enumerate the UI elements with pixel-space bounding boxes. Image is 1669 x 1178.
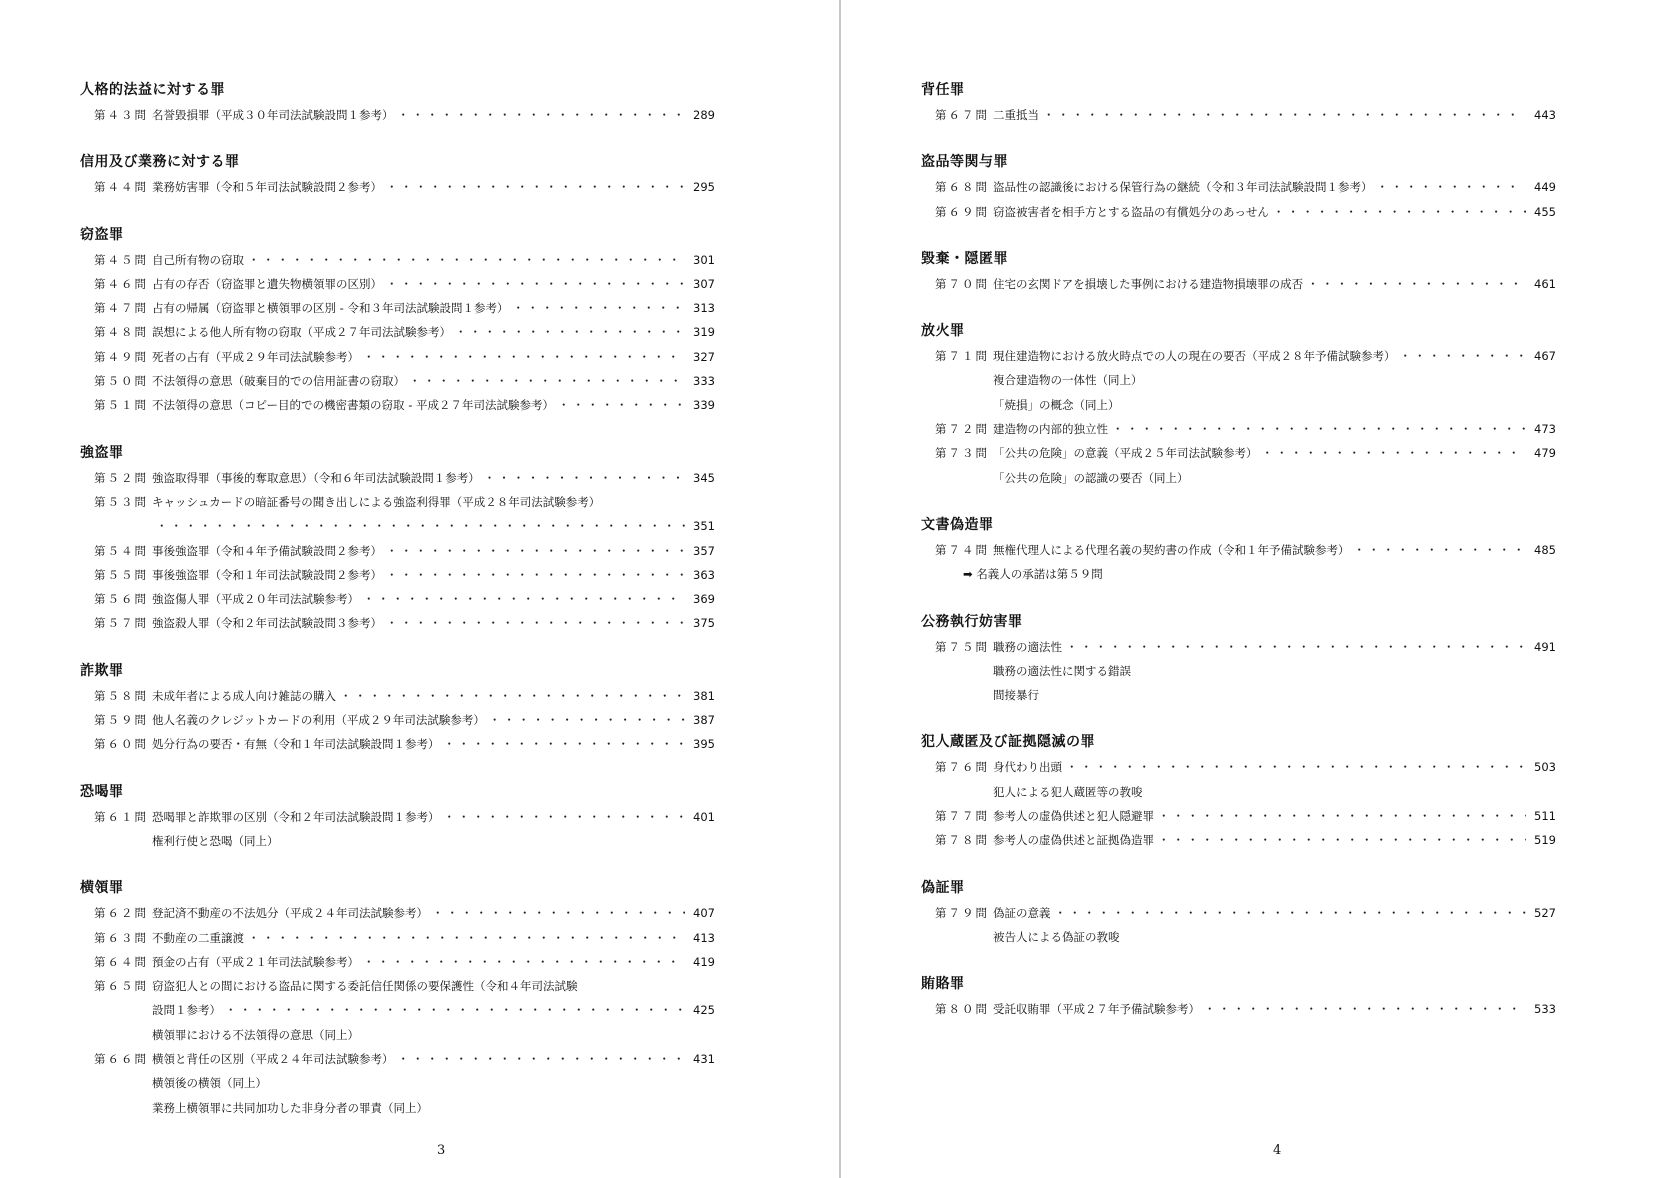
- entry-title: 占有の帰属（窃盗罪と横領罪の区別 - 令和３年司法試験設問１参考）: [152, 301, 509, 316]
- page-ref: 401: [693, 809, 715, 824]
- toc-entry: [921, 417, 1556, 441]
- leader-dots: [340, 684, 685, 708]
- toc-entry: [921, 538, 1556, 562]
- toc-section: [921, 152, 1556, 224]
- toc-section: [80, 782, 715, 854]
- toc-section: [921, 612, 1556, 708]
- toc-entry: [80, 466, 715, 490]
- entry-title: 職務の適法性: [993, 639, 1062, 654]
- toc-section: [921, 249, 1556, 296]
- page-ref: 301: [693, 252, 715, 267]
- leader-dots: [363, 950, 685, 974]
- toc-entry: [921, 659, 1556, 683]
- section-title: 詐欺罪: [80, 662, 124, 679]
- toc-entry: [921, 635, 1556, 659]
- entry-title: 二重抵当: [993, 108, 1039, 122]
- question-number: 第６１問: [94, 809, 148, 824]
- question-number: 第６７問: [935, 108, 989, 122]
- entry-title: 無権代理人による代理名義の契約書の作成（令和１年予備試験参考）: [993, 542, 1350, 557]
- toc-entry: [921, 175, 1556, 199]
- page-ref: 333: [693, 374, 715, 389]
- leader-dots: [409, 369, 685, 393]
- entry-title: 建造物の内部的独立性: [993, 422, 1108, 437]
- entry-title: 強盗傷人罪（平成２０年司法試験参考）: [152, 592, 359, 607]
- question-number: 第７２問: [935, 422, 989, 437]
- toc-section: [80, 225, 715, 418]
- question-number: 第６４問: [94, 954, 148, 969]
- toc-entry: [921, 925, 1556, 949]
- toc-entry: [80, 369, 715, 393]
- leader-dots: [1112, 417, 1526, 441]
- page-ref: 381: [693, 688, 715, 703]
- leader-dots: [1273, 200, 1526, 224]
- question-number: 第６５問: [94, 979, 148, 994]
- page-ref: 503: [1534, 760, 1556, 775]
- entry-title: 職務の適法性に関する錯誤: [993, 663, 1131, 678]
- leader-dots: [1354, 538, 1527, 562]
- leader-dots: [156, 514, 685, 538]
- entry-title: 他人名義のクレジットカードの利用（平成２９年司法試験参考）: [152, 713, 485, 728]
- section-title: 公務執行妨害罪: [921, 613, 1023, 630]
- toc-entry: [80, 514, 715, 538]
- page-ref: 345: [693, 470, 715, 485]
- leader-dots: [484, 466, 685, 490]
- section-title: 盗品等関与罪: [921, 154, 1008, 171]
- leader-dots: [444, 805, 686, 829]
- entry-title: 強盗殺人罪（令和２年司法試験設問３参考）: [152, 616, 382, 631]
- page-ref: 295: [693, 180, 715, 195]
- page-ref: 467: [1534, 349, 1556, 364]
- entry-title: 現住建造物における放火時点での人の現在の要否（平成２８年予備試験参考）: [993, 349, 1396, 364]
- entry-title: 占有の存否（窃盗罪と遺失物横領罪の区別）: [152, 276, 382, 291]
- question-number: 第７８問: [935, 833, 989, 848]
- page-ref: 289: [693, 108, 715, 122]
- entry-title: 窃盗被害者を相手方とする盗品の有償処分のあっせん: [993, 204, 1269, 219]
- entry-title: 住宅の玄関ドアを損壊した事例における建造物損壊罪の成否: [993, 276, 1304, 291]
- leader-dots: [386, 611, 685, 635]
- toc-entry: [921, 755, 1556, 779]
- entry-title: 複合建造物の一体性（同上）: [993, 373, 1143, 388]
- toc-section: [80, 443, 715, 636]
- entry-title: 死者の占有（平成２９年司法試験参考）: [152, 349, 359, 364]
- leader-dots: [248, 926, 685, 950]
- entry-title: 不動産の二重譲渡: [152, 930, 244, 945]
- page-ref: 413: [693, 930, 715, 945]
- leader-dots: [386, 272, 685, 296]
- leader-dots: [398, 103, 686, 127]
- leader-dots: [455, 320, 685, 344]
- page-ref: 491: [1534, 639, 1556, 654]
- toc-entry: [80, 732, 715, 756]
- toc-entry: [80, 805, 715, 829]
- entry-title: 不法領得の意思（破棄目的での信用証書の窃取）: [152, 374, 405, 389]
- question-number: 第７０問: [935, 276, 989, 291]
- entry-title: 誤想による他人所有物の窃取（平成２７年司法試験参考）: [152, 325, 451, 340]
- toc-entry: [921, 200, 1556, 224]
- toc-entry: [921, 683, 1556, 707]
- question-number: 第６０問: [94, 737, 148, 752]
- entry-title: 受託収賄罪（平成２７年予備試験参考）: [993, 1002, 1200, 1017]
- question-number: 第７７問: [935, 809, 989, 824]
- leader-dots: [1262, 441, 1527, 465]
- toc-entry: [80, 901, 715, 925]
- toc-entry: [80, 103, 715, 127]
- section-title: 賄賂罪: [921, 976, 965, 993]
- page-ref: 449: [1534, 180, 1556, 195]
- toc-entry: [80, 1096, 715, 1120]
- question-number: 第４８問: [94, 325, 148, 340]
- toc-section: [80, 661, 715, 757]
- section-title: 文書偽造罪: [921, 516, 994, 533]
- toc-entry: [80, 563, 715, 587]
- leader-dots: [444, 732, 686, 756]
- toc-entry: [921, 466, 1556, 490]
- entry-title: 名誉毀損罪（平成３０年司法試験設問１参考）: [152, 108, 394, 122]
- page-ref: 533: [1534, 1002, 1556, 1017]
- question-number: 第５５問: [94, 567, 148, 582]
- entry-title: 「焼損」の概念（同上）: [993, 397, 1120, 412]
- question-number: 第７６問: [935, 760, 989, 775]
- page-ref: 375: [693, 616, 715, 631]
- question-number: 第５６問: [94, 592, 148, 607]
- toc-entry: [80, 272, 715, 296]
- section-title: 人格的法益に対する罪: [80, 82, 225, 98]
- leader-dots: [225, 998, 685, 1022]
- question-number: 第５３問: [94, 494, 148, 509]
- page-ref: 395: [693, 737, 715, 752]
- leader-dots: [363, 587, 685, 611]
- toc-entry: [921, 804, 1556, 828]
- toc-entry: [80, 175, 715, 199]
- entry-title: 恐喝罪と詐欺罪の区別（令和２年司法試験設問１参考）: [152, 809, 440, 824]
- question-number: 第４５問: [94, 252, 148, 267]
- page-ref: 339: [693, 398, 715, 413]
- question-number: 第５９問: [94, 713, 148, 728]
- entry-title: 「公共の危険」の認識の要否（同上）: [993, 470, 1189, 485]
- leader-dots: [386, 539, 685, 563]
- leader-dots: [558, 393, 685, 417]
- toc-section: [80, 878, 715, 1120]
- entry-title: 事後強盗罪（令和１年司法試験設問２参考）: [152, 567, 382, 582]
- question-number: 第４６問: [94, 276, 148, 291]
- toc-entry: [921, 828, 1556, 852]
- entry-title: 設問１参考）: [152, 1003, 221, 1018]
- page-ref: 419: [693, 954, 715, 969]
- toc-entry: [80, 345, 715, 369]
- entry-title: 未成年者による成人向け雑誌の購入: [152, 688, 336, 703]
- toc-entry: [921, 272, 1556, 296]
- page-ref: 527: [1534, 905, 1556, 920]
- page-ref: 431: [693, 1052, 715, 1067]
- leader-dots: [1055, 901, 1527, 925]
- question-number: 第５２問: [94, 470, 148, 485]
- toc-entry: [921, 901, 1556, 925]
- entry-title: 業務妨害罪（令和５年司法試験設問２参考）: [152, 180, 382, 195]
- entry-title: 犯人による犯人蔵匿等の教唆: [993, 784, 1143, 799]
- entry-title: 登記済不動産の不法処分（平成２４年司法試験参考）: [152, 906, 428, 921]
- page-ref: 473: [1534, 422, 1556, 437]
- toc-entry: [921, 344, 1556, 368]
- page-ref: 455: [1534, 204, 1556, 219]
- question-number: 第６８問: [935, 180, 989, 195]
- question-number: 第４４問: [94, 180, 148, 195]
- entry-title: キャッシュカードの暗証番号の聞き出しによる強盗利得罪（平成２８年司法試験参考）: [152, 494, 601, 509]
- entry-title: 参考人の虚偽供述と犯人隠避罪: [993, 809, 1154, 824]
- question-number: 第４７問: [94, 301, 148, 316]
- page-ref: 461: [1534, 276, 1556, 291]
- question-number: 第５１問: [94, 398, 148, 413]
- section-title: 偽証罪: [921, 879, 965, 896]
- entry-title: 権利行使と恐喝（同上）: [152, 833, 279, 848]
- page-ref: 425: [693, 1003, 715, 1018]
- page-ref: 407: [693, 906, 715, 921]
- entry-title: 強盗取得罪（事後的奪取意思）（令和６年司法試験設問１参考）: [152, 470, 480, 485]
- page-ref: 519: [1534, 833, 1556, 848]
- entry-title: 預金の占有（平成２１年司法試験参考）: [152, 954, 359, 969]
- page-ref: 319: [693, 325, 715, 340]
- toc-entry: [80, 926, 715, 950]
- toc-entry: [80, 587, 715, 611]
- toc-section: [921, 80, 1556, 127]
- section-title: 横領罪: [80, 880, 124, 897]
- page-ref: 357: [693, 543, 715, 558]
- page-ref: 313: [693, 301, 715, 316]
- question-number: 第７９問: [935, 905, 989, 920]
- toc-section: [921, 732, 1556, 852]
- toc-entry: [921, 997, 1556, 1021]
- entry-title: 偽証の意義: [993, 905, 1051, 920]
- entry-title: 窃盗犯人との間における盗品に関する委託信任関係の要保護性（令和４年司法試験: [152, 979, 578, 994]
- page-ref: 443: [1534, 108, 1556, 122]
- page-ref: 351: [693, 519, 715, 534]
- question-number: 第５７問: [94, 616, 148, 631]
- entry-title: 事後強盗罪（令和４年予備試験設問２参考）: [152, 543, 382, 558]
- toc-left: [80, 80, 715, 1145]
- leader-dots: [1158, 804, 1526, 828]
- page-ref: 363: [693, 567, 715, 582]
- toc-entry: [921, 441, 1556, 465]
- toc-entry: [80, 611, 715, 635]
- page-ref: 327: [693, 349, 715, 364]
- entry-title: 不法領得の意思（コピー目的での機密書類の窃取 - 平成２７年司法試験参考）: [152, 398, 554, 413]
- leader-dots: [1066, 755, 1526, 779]
- question-number: 第５４問: [94, 543, 148, 558]
- section-title: 毀棄・隠匿罪: [921, 250, 1008, 267]
- entry-title: 自己所有物の窃取: [152, 252, 244, 267]
- question-number: 第８０問: [935, 1002, 989, 1017]
- entry-title: 横領と背任の区別（平成２４年司法試験参考）: [152, 1052, 394, 1067]
- entry-title: 「公共の危険」の意義（平成２５年司法試験参考）: [993, 446, 1258, 461]
- entry-title: 盗品性の認識後における保管行為の継続（令和３年司法試験設問１参考）: [993, 180, 1373, 195]
- question-number: 第５８問: [94, 688, 148, 703]
- page-ref: 387: [693, 713, 715, 728]
- toc-right: [921, 80, 1556, 1047]
- question-number: 第６３問: [94, 930, 148, 945]
- toc-entry: [80, 539, 715, 563]
- toc-entry: [80, 974, 715, 998]
- question-number: 第７５問: [935, 639, 989, 654]
- question-number: 第７４問: [935, 542, 989, 557]
- entry-title: 業務上横領罪に共同加功した非身分者の罪責（同上）: [152, 1100, 428, 1115]
- entry-title: 横領後の横領（同上）: [152, 1076, 267, 1091]
- entry-title: 処分行為の要否・有無（令和１年司法試験設問１参考）: [152, 737, 440, 752]
- page-ref: 511: [1534, 809, 1556, 824]
- entry-title: 被告人による偽証の教唆: [993, 929, 1120, 944]
- section-title: 放火罪: [921, 323, 965, 340]
- entry-title: 横領罪における不法領得の意思（同上）: [152, 1027, 359, 1042]
- page-number: 4: [1273, 1143, 1282, 1158]
- toc-entry: [921, 368, 1556, 392]
- page-ref: 307: [693, 276, 715, 291]
- leader-dots: [432, 901, 685, 925]
- leader-dots: [1066, 635, 1526, 659]
- leader-dots: [489, 708, 685, 732]
- toc-entry: [80, 950, 715, 974]
- toc-entry: [80, 248, 715, 272]
- toc-section: [921, 878, 1556, 950]
- leader-dots: [386, 563, 685, 587]
- question-number: 第６９問: [935, 204, 989, 219]
- toc-section: [921, 974, 1556, 1021]
- question-number: 第７１問: [935, 349, 989, 364]
- section-title: 強盗罪: [80, 444, 124, 461]
- leader-dots: [1158, 828, 1526, 852]
- page-ref: 479: [1534, 446, 1556, 461]
- toc-entry: [80, 1023, 715, 1047]
- question-number: 第４９問: [94, 349, 148, 364]
- toc-section: [80, 152, 715, 199]
- toc-section: [80, 80, 715, 127]
- toc-entry: [80, 320, 715, 344]
- leader-dots: [363, 345, 685, 369]
- toc-section: [921, 515, 1556, 587]
- entry-title: 参考人の虚偽供述と証拠偽造罪: [993, 833, 1154, 848]
- toc-entry: [80, 490, 715, 514]
- cross-reference: ➡ 名義人の承諾は第５９問: [963, 567, 1103, 582]
- question-number: 第６２問: [94, 906, 148, 921]
- toc-entry: [921, 393, 1556, 417]
- page-number: 3: [437, 1143, 446, 1158]
- page-ref: 485: [1534, 542, 1556, 557]
- section-title: 信用及び業務に対する罪: [80, 154, 240, 171]
- question-number: 第６６問: [94, 1052, 148, 1067]
- section-title: 背任罪: [921, 82, 965, 98]
- toc-entry: [80, 708, 715, 732]
- entry-title: 身代わり出頭: [993, 760, 1062, 775]
- page-ref: 369: [693, 592, 715, 607]
- leader-dots: [386, 175, 685, 199]
- question-number: 第７３問: [935, 446, 989, 461]
- question-number: 第５０問: [94, 374, 148, 389]
- entry-title: 間接暴行: [993, 688, 1039, 703]
- toc-entry: [80, 998, 715, 1022]
- toc-section: [921, 321, 1556, 490]
- section-title: 犯人蔵匿及び証拠隠滅の罪: [921, 734, 1095, 751]
- toc-entry: [80, 829, 715, 853]
- leader-dots: [248, 248, 685, 272]
- toc-entry: [80, 1047, 715, 1071]
- leader-dots: [512, 296, 685, 320]
- toc-entry: [80, 1071, 715, 1095]
- leader-dots: [1307, 272, 1526, 296]
- section-title: 恐喝罪: [80, 783, 124, 800]
- toc-entry: [80, 393, 715, 417]
- question-number: 第４３問: [94, 108, 148, 122]
- leader-dots: [1043, 103, 1526, 127]
- toc-entry: [80, 684, 715, 708]
- toc-entry: [921, 780, 1556, 804]
- toc-entry: [921, 103, 1556, 127]
- right-page: [841, 0, 1669, 1178]
- section-title: 窃盗罪: [80, 226, 124, 243]
- leader-dots: [1377, 175, 1527, 199]
- toc-entry: [80, 296, 715, 320]
- leader-dots: [398, 1047, 686, 1071]
- leader-dots: [1204, 997, 1526, 1021]
- leader-dots: [1400, 344, 1527, 368]
